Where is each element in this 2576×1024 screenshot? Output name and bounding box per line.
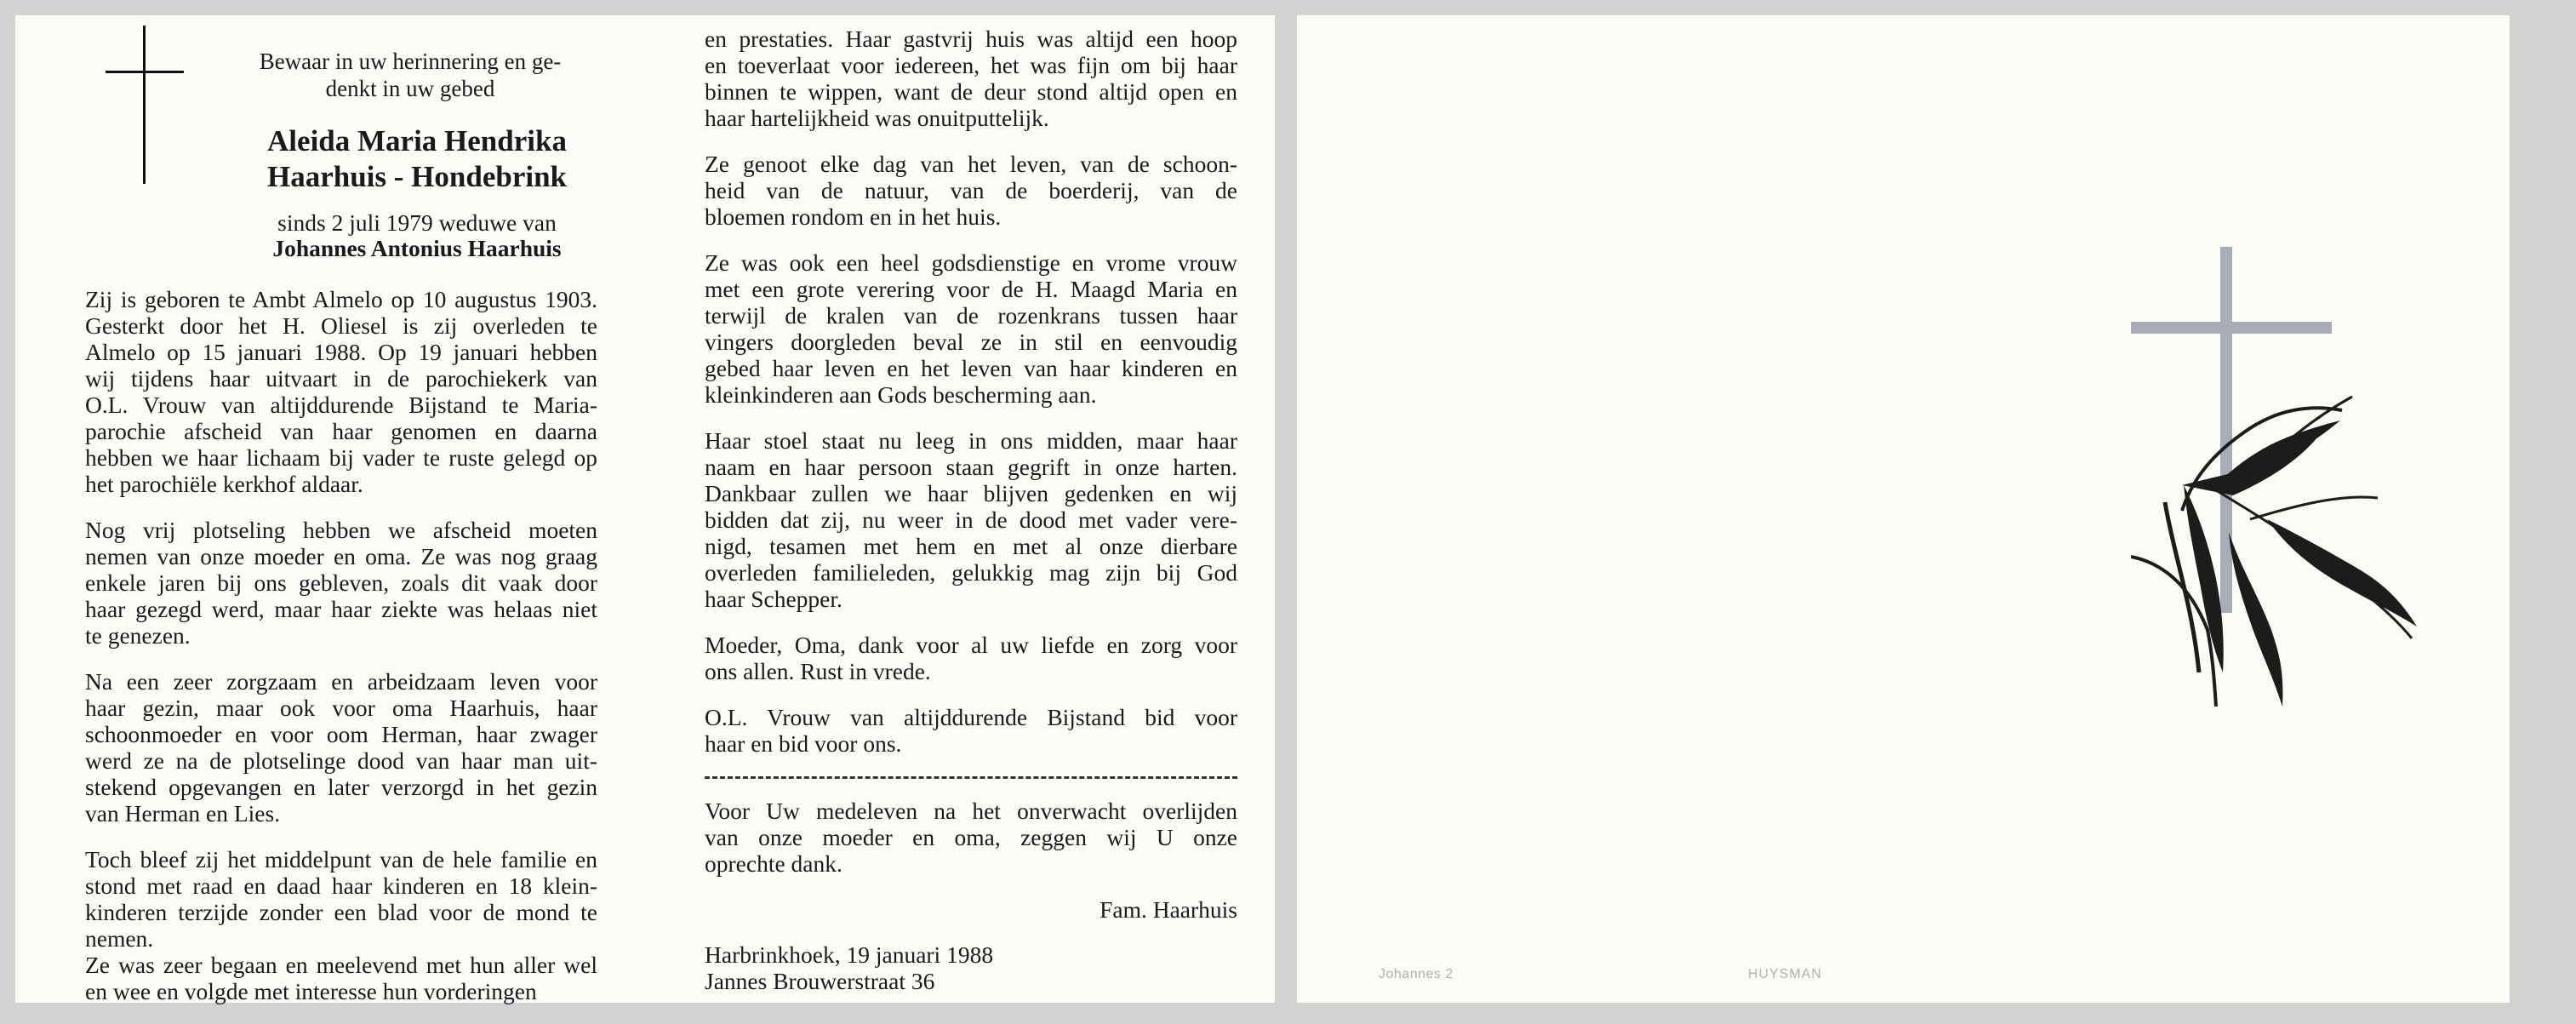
text-line: binnen te wippen, want de deur stond altijd open en <box>705 78 1237 105</box>
husband-name: Johannes Antonius Haarhuis <box>272 235 562 261</box>
text-line: gebed haar leven en het leven van haar kinderen en <box>705 355 1237 381</box>
text-line: parochie afscheid van haar genomen en daarna <box>85 418 597 444</box>
text-line: Moeder, Oma, dank voor al uw liefde en zorg voor <box>705 632 1237 658</box>
card-header <box>85 15 597 300</box>
text-line: stond met raad en daad haar kinderen en 18 klein- <box>85 872 597 899</box>
remember-text <box>214 48 606 102</box>
text-line: Voor Uw medeleven na het onverwacht overlijden <box>705 798 1237 824</box>
place-date: Harbrinkhoek, 19 januari 1988 <box>705 941 994 968</box>
text-line: haar gezegd werd, maar haar ziekte was helaas niet <box>85 596 597 622</box>
watermark-right: HUYSMAN <box>1748 967 1823 981</box>
text-line: Haar stoel staat nu leeg in ons midden, maar haar <box>705 427 1237 454</box>
text-line: oprechte dank. <box>705 850 842 877</box>
text-line: Ze was ook een heel godsdienstige en vrome vrouw <box>705 249 1237 276</box>
text-line: Almelo op 15 januari 1988. Op 19 januari hebben <box>85 339 597 365</box>
paragraph <box>705 632 1237 684</box>
column1-body <box>85 286 597 1024</box>
text-line: vingers doorgleden beval ze in stil en eenvoudig <box>705 329 1237 355</box>
text-line: kinderen terzijde zonder een blad voor de mond te <box>85 899 597 925</box>
text-line: te genezen. <box>85 622 191 649</box>
text-line: hebben we haar lichaam bij vader te ruste gelegd op <box>85 444 597 471</box>
text-line: O.L. Vrouw van altijddurende Bijstand bid voor <box>705 704 1237 730</box>
text-line: Dankbaar zullen we haar blijven gedenken en wij <box>705 480 1237 506</box>
text-line: en toeverlaat voor iedereen, het was fijn om bij haar <box>705 52 1237 78</box>
text-line: nemen. <box>85 925 154 952</box>
deceased-name-line1: Aleida Maria Hendrika <box>267 124 567 157</box>
text-line: Na een zeer zorgzaam en arbeidzaam leven voor <box>85 668 597 695</box>
text-line: en wee en volgde met interesse hun vorderingen <box>85 978 537 1004</box>
text-line: Gesterkt door het H. Oliesel is zij overleden te <box>85 312 597 339</box>
paragraph <box>85 846 597 1004</box>
remember-line: Bewaar in uw herinnering en ge- <box>259 49 562 74</box>
paragraph <box>705 151 1237 230</box>
paragraph <box>705 704 1237 757</box>
text-line: bloemen rondom en in het huis. <box>705 203 1002 230</box>
text-line: terwijl de kralen van de rozenkrans tussen haar <box>705 302 1237 329</box>
widow-text: sinds 2 juli 1979 weduwe van <box>277 209 557 236</box>
paragraph <box>705 26 1237 131</box>
text-line: van Herman en Lies. <box>85 800 281 827</box>
watermark-left: Johannes 2 <box>1379 967 1454 981</box>
text-line: haar Schepper. <box>705 586 842 612</box>
paragraph <box>705 249 1237 408</box>
text-line: O.L. Vrouw van altijddurende Bijstand te Maria- <box>85 392 597 418</box>
deceased-name-line2: Haarhuis - Hondebrink <box>266 160 568 193</box>
text-line: ons allen. Rust in vrede. <box>705 658 931 684</box>
paragraph <box>85 517 597 649</box>
text-line: heid van de natuur, van de boerderij, van de <box>705 177 1237 203</box>
wheat-stalks <box>2131 397 2417 707</box>
text-line: haar gezin, maar ook voor oma Haarhuis, haar <box>85 695 597 721</box>
paragraph <box>705 427 1237 612</box>
text-line: met een grote verering voor de H. Maagd Maria en <box>705 276 1237 302</box>
signature: Fam. Haarhuis <box>1100 896 1237 923</box>
right-column <box>705 15 1237 994</box>
right-card <box>1297 15 2510 1003</box>
left-column <box>85 15 597 1004</box>
text-line: Nog vrij plotseling hebben we afscheid moeten <box>85 517 597 543</box>
text-line: haar en bid voor ons. <box>705 730 902 757</box>
thanks-paragraph <box>705 798 1237 877</box>
text-line: bidden dat zij, nu weer in de dood met vader vere- <box>705 506 1237 533</box>
paragraph <box>85 286 597 497</box>
text-line: Toch bleef zij het middelpunt van de hele familie en <box>85 846 597 872</box>
text-line: Ze was zeer begaan en meelevend met hun aller wel <box>85 952 597 978</box>
paragraph <box>85 668 597 827</box>
text-line: enkele jaren bij ons gebleven, zoals dit vaak door <box>85 569 597 596</box>
remember-line: denkt in uw gebed <box>325 76 495 101</box>
column2-body <box>705 26 1237 757</box>
text-line: werd ze na de plotselinge dood van haar man uit- <box>85 747 597 774</box>
text-line: stekend opgevangen en later verzorgd in het gezin <box>85 774 597 800</box>
cross-with-wheat-icon <box>2131 230 2505 724</box>
cross-vertical-bar <box>2220 247 2232 613</box>
text-line: Zij is geboren te Ambt Almelo op 10 augustus 1903. <box>85 286 597 312</box>
text-line: Ze genoot elke dag van het leven, van de schoon- <box>705 151 1237 177</box>
dashed-divider <box>705 776 1237 779</box>
text-line: nigd, tesamen met hem en met al onze dierbare <box>705 533 1237 559</box>
text-line: schoonmoeder en voor oom Herman, haar zwager <box>85 721 597 747</box>
text-line: kleinkinderen aan Gods bescherming aan. <box>705 381 1097 408</box>
text-line: van onze moeder en oma, zeggen wij U onze <box>705 824 1237 850</box>
text-line: naam en haar persoon staan gegrift in onze harten. <box>705 454 1237 480</box>
cross-horizontal-bar <box>2131 322 2332 334</box>
text-line: haar hartelijkheid was onuitputtelijk. <box>705 105 1049 131</box>
text-line: wij tijdens haar uitvaart in de parochiekerk van <box>85 365 597 392</box>
text-line: nemen van onze moeder en oma. Ze was nog graag <box>85 543 597 569</box>
address: Jannes Brouwerstraat 36 <box>705 968 935 994</box>
text-line: het parochiële kerkhof aldaar. <box>85 471 363 497</box>
text-line: overleden familieleden, gelukkig mag zijn bij God <box>705 559 1237 586</box>
text-line: en prestaties. Haar gastvrij huis was altijd een hoop <box>705 26 1237 52</box>
left-card <box>15 15 1275 1003</box>
